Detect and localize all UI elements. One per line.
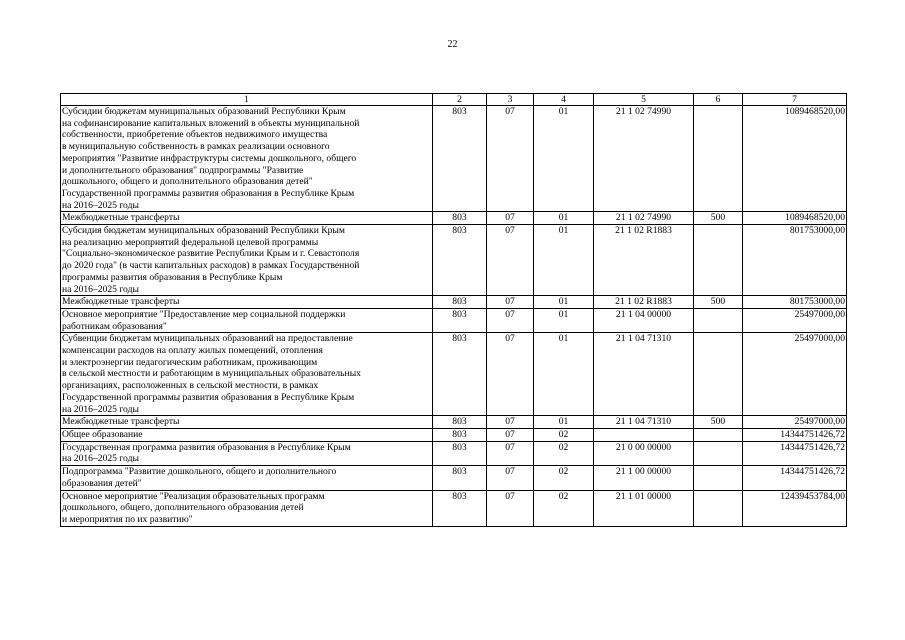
- header-cell-1: 1: [61, 94, 433, 106]
- row-name-line: работникам образования": [62, 320, 167, 332]
- col-6-cell: 500: [694, 296, 743, 309]
- col-2-cell: 803: [433, 296, 487, 309]
- row-name-line: Субсидия бюджетам муниципальных образований Республики Крым: [62, 225, 345, 237]
- col-5-cell: 21 1 01 00000: [594, 490, 694, 526]
- col-6-cell: [694, 225, 743, 296]
- table-body: [61, 106, 847, 527]
- col-3-cell: 07: [487, 212, 534, 225]
- row-name-cell: [61, 308, 433, 332]
- col-3-cell: 07: [487, 416, 534, 429]
- row-name-line: Государственной программы развития образования в Республике Крым: [62, 187, 355, 199]
- col-7-cell: 14344751426,72: [743, 466, 847, 490]
- col-5-cell: 21 1 02 R1883: [594, 296, 694, 309]
- row-name-cell: [61, 466, 433, 490]
- header-cell-4: 4: [534, 94, 594, 106]
- col-2-cell: 803: [433, 428, 487, 441]
- row-name-line: организациях, расположенных в сельской местности, в рамках: [62, 380, 319, 392]
- page-number: 22: [447, 39, 458, 50]
- row-name-line: в муниципальную собственность в рамках реализации основного: [62, 141, 330, 153]
- col-7-cell: 12439453784,00: [743, 490, 847, 526]
- col-2-cell: 803: [433, 490, 487, 526]
- col-6-cell: [694, 428, 743, 441]
- budget-table: [60, 93, 847, 527]
- row-name-line: Государственной программы развития образования в Республике Крым: [62, 391, 355, 403]
- header-cell-2: 2: [433, 94, 487, 106]
- row-name-line: в сельской местности и работающим в муниципальных образовательных: [62, 368, 361, 380]
- row-name-line: Подпрограмма "Развитие дошкольного, общего и дополнительного: [62, 466, 337, 478]
- row-name-line: компенсации расходов на оплату жилых помещений, отопления: [62, 345, 323, 357]
- col-4-cell: 01: [534, 308, 594, 332]
- row-name-line: на 2016–2025 годы: [62, 403, 139, 415]
- header-cell-3: 3: [487, 94, 534, 106]
- col-3-cell: 07: [487, 441, 534, 465]
- row-name-line: Межбюджетные трансферты: [62, 296, 180, 308]
- col-3-cell: 07: [487, 296, 534, 309]
- col-2-cell: 803: [433, 225, 487, 296]
- row-name-line: Основное мероприятие "Предоставление мер социальной поддержки: [62, 308, 346, 320]
- row-name-line: на 2016–2025 годы: [62, 283, 139, 295]
- col-4-cell: 01: [534, 225, 594, 296]
- col-5-cell: 21 1 02 R1883: [594, 225, 694, 296]
- col-2-cell: 803: [433, 416, 487, 429]
- col-7-cell: 14344751426,72: [743, 441, 847, 465]
- header-cell-7: 7: [743, 94, 847, 106]
- col-5-cell: 21 0 00 00000: [594, 441, 694, 465]
- row-name-cell: [61, 296, 433, 309]
- table-header-row: [61, 94, 847, 106]
- header-cell-6: 6: [694, 94, 743, 106]
- col-3-cell: 07: [487, 308, 534, 332]
- col-7-cell: 25497000,00: [743, 416, 847, 429]
- row-name-cell: [61, 225, 433, 296]
- col-4-cell: 01: [534, 106, 594, 212]
- col-4-cell: 02: [534, 490, 594, 526]
- col-4-cell: 01: [534, 416, 594, 429]
- col-6-cell: [694, 490, 743, 526]
- col-3-cell: 07: [487, 490, 534, 526]
- row-name-line: Субвенции бюджетам муниципальных образований на предоставление: [62, 333, 353, 345]
- col-2-cell: 803: [433, 106, 487, 212]
- header-cell-5: 5: [594, 94, 694, 106]
- table-row: [61, 225, 847, 296]
- col-6-cell: [694, 333, 743, 416]
- row-name-line: Субсидии бюджетам муниципальных образований Республики Крым: [62, 106, 346, 117]
- row-name-line: Основное мероприятие "Реализация образовательных программ: [62, 490, 325, 502]
- col-5-cell: 21 1 00 00000: [594, 466, 694, 490]
- col-5-cell: [594, 428, 694, 441]
- col-6-cell: [694, 106, 743, 212]
- col-5-cell: 21 1 04 71310: [594, 333, 694, 416]
- row-name-line: на реализацию мероприятий федеральной целевой программы: [62, 236, 319, 248]
- row-name-line: дошкольного, общего и дополнительного образования детей": [62, 176, 313, 188]
- col-3-cell: 07: [487, 106, 534, 212]
- row-name-line: и мероприятия по их развитию": [62, 513, 193, 525]
- col-7-cell: 801753000,00: [743, 296, 847, 309]
- col-4-cell: 01: [534, 333, 594, 416]
- row-name-line: на софинансирование капитальных вложений в объекты муниципальной: [62, 117, 360, 129]
- table-row: [61, 490, 847, 526]
- table-row: [61, 416, 847, 429]
- table-row: [61, 308, 847, 332]
- row-name-line: дошкольного, общего, дополнительного образования детей: [62, 502, 304, 514]
- col-2-cell: 803: [433, 441, 487, 465]
- table-row: [61, 428, 847, 441]
- col-4-cell: 01: [534, 212, 594, 225]
- row-name-line: образования детей": [62, 477, 142, 489]
- row-name-line: мероприятия "Развитие инфраструктуры системы дошкольного, общего: [62, 152, 357, 164]
- col-6-cell: 500: [694, 212, 743, 225]
- col-2-cell: 803: [433, 333, 487, 416]
- row-name-cell: [61, 416, 433, 429]
- col-5-cell: 21 1 02 74990: [594, 106, 694, 212]
- col-4-cell: 02: [534, 441, 594, 465]
- col-7-cell: 25497000,00: [743, 333, 847, 416]
- col-2-cell: 803: [433, 212, 487, 225]
- table-row: [61, 296, 847, 309]
- col-7-cell: 25497000,00: [743, 308, 847, 332]
- col-6-cell: [694, 441, 743, 465]
- col-7-cell: 1089468520,00: [743, 106, 847, 212]
- table-row: [61, 441, 847, 465]
- row-name-cell: [61, 212, 433, 225]
- col-7-cell: 801753000,00: [743, 225, 847, 296]
- col-6-cell: [694, 466, 743, 490]
- col-4-cell: 02: [534, 428, 594, 441]
- row-name-cell: [61, 441, 433, 465]
- row-name-line: Межбюджетные трансферты: [62, 416, 180, 428]
- row-name-line: "Социально-экономическое развитие Республики Крым и г. Севастополя: [62, 248, 360, 260]
- row-name-line: Государственная программа развития образования в Республике Крым: [62, 441, 351, 453]
- col-3-cell: 07: [487, 466, 534, 490]
- col-3-cell: 07: [487, 333, 534, 416]
- row-name-cell: [61, 106, 433, 212]
- col-4-cell: 02: [534, 466, 594, 490]
- row-name-cell: [61, 490, 433, 526]
- table-row: [61, 106, 847, 212]
- table-row: [61, 333, 847, 416]
- col-5-cell: 21 1 04 00000: [594, 308, 694, 332]
- col-7-cell: 1089468520,00: [743, 212, 847, 225]
- col-5-cell: 21 1 02 74990: [594, 212, 694, 225]
- row-name-cell: [61, 428, 433, 441]
- row-name-line: и дополнительного образования" подпрограммы "Развитие: [62, 164, 304, 176]
- row-name-line: программы развития образования в Республике Крым: [62, 271, 283, 283]
- col-6-cell: 500: [694, 416, 743, 429]
- table-row: [61, 212, 847, 225]
- row-name-line: Межбюджетные трансферты: [62, 212, 180, 224]
- col-3-cell: 07: [487, 428, 534, 441]
- row-name-line: до 2020 года" (в части капитальных расходов) в рамках Государственной: [62, 260, 360, 272]
- row-name-line: и электроэнергии педагогическим работникам, проживающим: [62, 356, 318, 368]
- col-2-cell: 803: [433, 308, 487, 332]
- col-5-cell: 21 1 04 71310: [594, 416, 694, 429]
- row-name-line: собственности, приобретение объектов недвижимого имущества: [62, 129, 328, 141]
- row-name-line: Общее образование: [62, 428, 143, 440]
- row-name-line: на 2016–2025 годы: [62, 453, 139, 465]
- col-6-cell: [694, 308, 743, 332]
- row-name-line: на 2016–2025 годы: [62, 199, 139, 211]
- col-7-cell: 14344751426,72: [743, 428, 847, 441]
- table-row: [61, 466, 847, 490]
- row-name-cell: [61, 333, 433, 416]
- col-3-cell: 07: [487, 225, 534, 296]
- col-4-cell: 01: [534, 296, 594, 309]
- col-2-cell: 803: [433, 466, 487, 490]
